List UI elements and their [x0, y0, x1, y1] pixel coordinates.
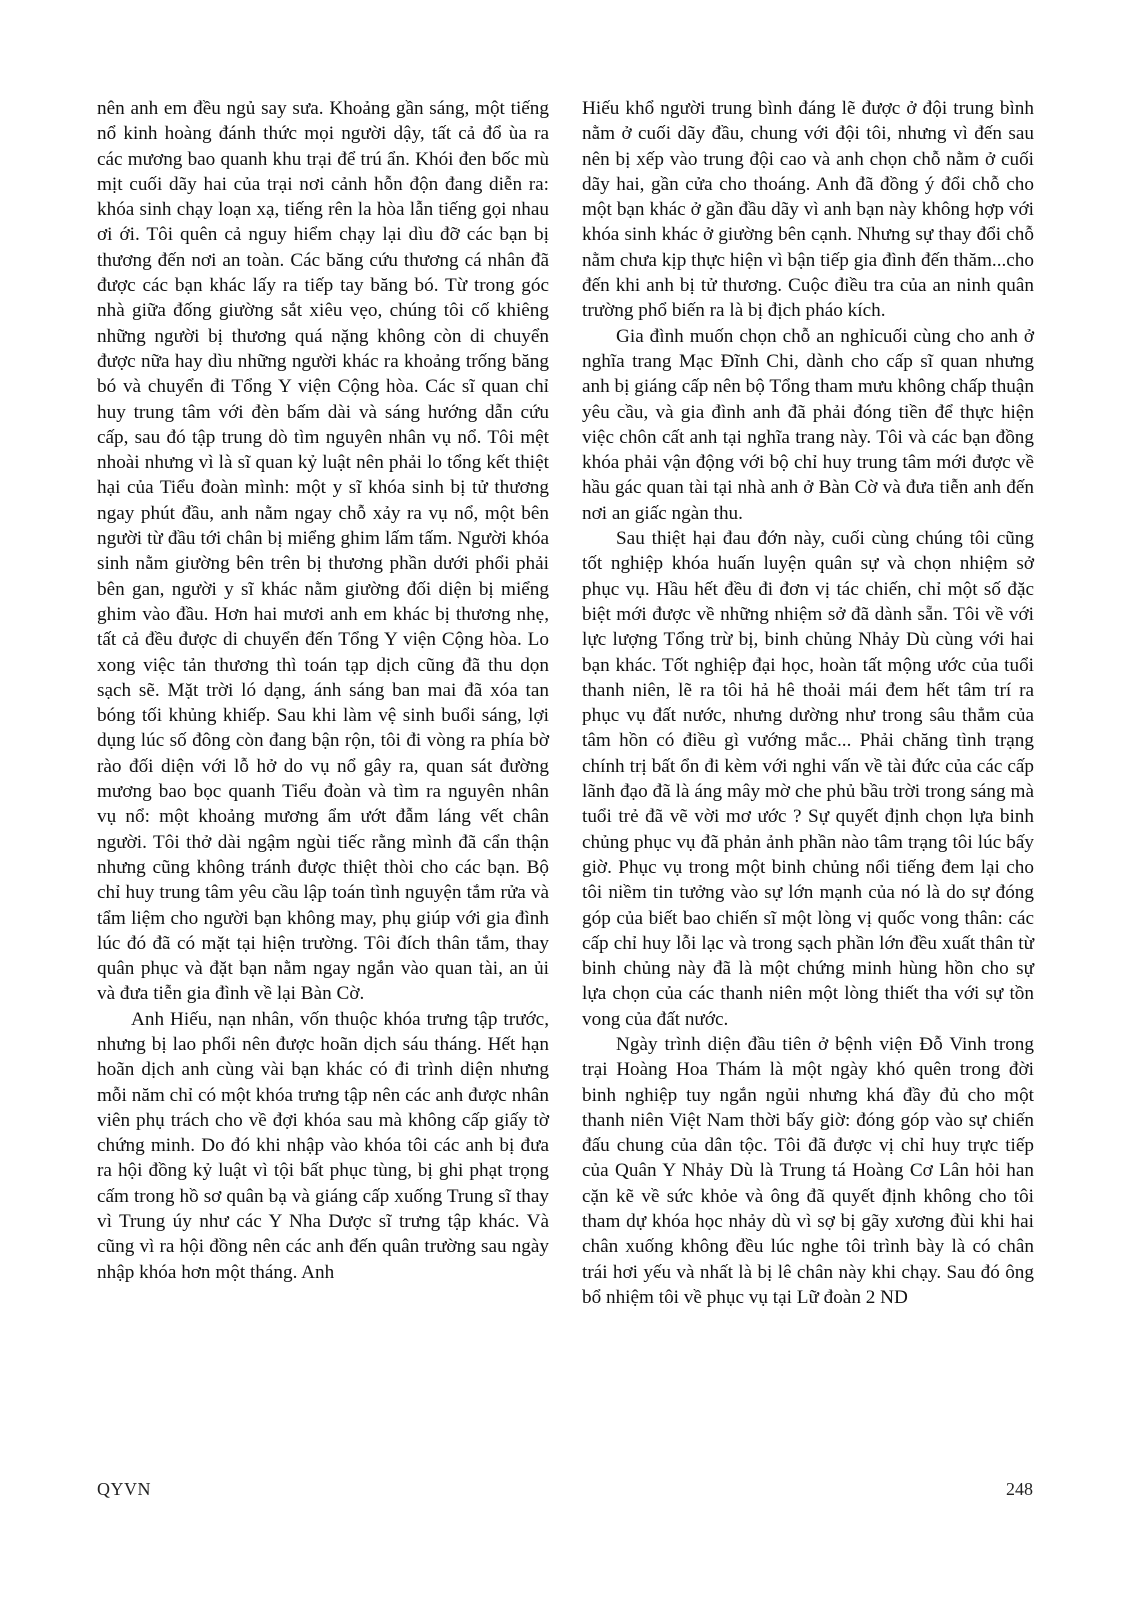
paragraph: Sau thiệt hại đau đớn này, cuối cùng chúng tôi cũng tốt nghiệp khóa huấn luyện quân sự và chọn nhiệm sở phục vụ. Hầu hết đều đi đơn vị tác chiến, chỉ một số đặc biệt mới được về những nhiệm sở đã dành sẵn. Tôi về với lực lượng Tổng trừ bị, binh chủng Nhảy Dù cùng với hai bạn khác. Tốt nghiệp đại học, hoàn tất mộng ước của tuổi thanh niên, lẽ ra tôi hả hê thoải mái đem hết tâm trí ra phục vụ đất nước, nhưng dường như trong sâu thẳm của tâm hồn có điều gì vướng mắc... Phải chăng tình trạng chính trị bất ổn đi kèm với nghi vấn về tài đức của các cấp lãnh đạo đã là áng mây mờ che phủ bầu trời trong sáng mà tuổi trẻ đã vẽ vời mơ ước ? Sự quyết định chọn lựa binh chủng phục vụ đã phản ảnh phần nào tâm trạng tôi lúc bấy giờ. Phục vụ trong một binh chủng nổi tiếng đem lại cho tôi niềm tin tưởng vào sự lớn mạnh của nó là do sự đóng góp của biết bao chiến sĩ một lòng vị quốc vong thân: các cấp chỉ huy lỗi lạc và trong sạch phần lớn đều xuất thân từ binh chủng này đã là một chứng minh hùng hồn cho sự lựa chọn của các thanh niên một lòng thiết tha với sự tồn vong của đất nước.: [582, 528, 1034, 1030]
paragraph: Hiếu khổ người trung bình đáng lẽ được ở đội trung bình nằm ở cuối dãy đầu, chung với đội tôi, nhưng vì đến sau nên bị xếp vào trung đội cao và anh chọn chỗ nằm ở cuối dãy hai, gần cửa cho thoáng. Anh đã đồng ý đổi chỗ cho một bạn khác ở gần đầu dãy vì anh bạn này không hợp với khóa sinh khác ở giường bên cạnh. Nhưng sự thay đổi chỗ nằm chưa kịp thực hiện vì bận tiếp gia đình đến thăm...cho đến khi anh bị tử thương. Cuộc điều tra của an ninh quân trường phổ biến ra là bị địch pháo kích.: [582, 98, 1034, 322]
footer-publication: QYVN: [97, 1479, 151, 1499]
paragraph: Anh Hiếu, nạn nhân, vốn thuộc khóa trưng tập trước, nhưng bị lao phổi nên được hoãn dịch sáu tháng. Hết hạn hoãn dịch anh cùng vài bạn khác có đi trình diện nhưng mỗi năm chỉ có một khóa trưng tập nên các anh được nhân viên phụ trách cho về đợi khóa sau mà không cấp giấy tờ chứng minh. Do đó khi nhập vào khóa tôi các anh bị đưa ra hội đồng kỷ luật vì tội bất phục tùng, bị ghi phạt trọng cấm trong hồ sơ quân bạ và giáng cấp xuống Trung sĩ thay vì Trung úy như các Y Nha Dược sĩ trưng tập khác. Và cũng vì ra hội đồng nên các anh đến quân trường sau ngày nhập khóa hơn một tháng. Anh: [97, 1008, 549, 1283]
left-column: [97, 96, 549, 1285]
paragraph: nên anh em đều ngủ say sưa. Khoảng gần sáng, một tiếng nổ kinh hoàng đánh thức mọi người dậy, tất cả đổ ùa ra các mương bao quanh khu trại để trú ẩn. Khói đen bốc mù mịt cuối dãy hai của trại nơi cảnh hỗn độn đang diễn ra: khóa sinh chạy loạn xạ, tiếng rên la hòa lẫn tiếng gọi nhau ơi ới. Tôi quên cả nguy hiểm chạy lại dìu đỡ các bạn bị thương đến nơi an toàn. Các băng cứu thương cá nhân đã được các bạn khác lấy ra tiếp tay băng bó. Từ trong góc nhà giữa đống giường sắt xiêu vẹo, chúng tôi cố khiêng những người bị thương quá nặng không còn di chuyển được nữa hay dìu những người khác ra khoảng trống băng bó và chuyển đi Tổng Y viện Cộng hòa. Các sĩ quan chỉ huy trung tâm với đèn bấm dài và sáng hướng dẫn cứu cấp, sau đó tập trung dò tìm nguyên nhân vụ nổ. Tôi mệt nhoài nhưng vì là sĩ quan kỷ luật nên phải lo tổng kết thiệt hại của Tiểu đoàn mình: một y sĩ khóa sinh bị tử thương ngay phút đầu, anh nằm ngay chỗ xảy ra vụ nổ, một bên người từ đầu tới chân bị miểng ghim lấm tấm. Người khóa sinh nằm giường bên trên bị thương phần dưới phổi phải bên gan, người y sĩ khác nằm giường đối diện bị miểng ghim vào đầu. Hơn hai mươi anh em khác bị thương nhẹ, tất cả đều được di chuyển đến Tổng Y viện Cộng hòa. Lo xong việc tản thương thì toán tạp dịch cũng đã thu dọn sạch sẽ. Mặt trời ló dạng, ánh sáng ban mai đã xóa tan bóng tối khủng khiếp. Sau khi làm vệ sinh buổi sáng, lợi dụng lúc số đông còn đang bận rộn, tôi đi vòng ra phía bờ rào đối diện với lỗ hở do vụ nổ gây ra, quan sát đường mương bao bọc quanh Tiểu đoàn và tìm ra nguyên nhân vụ nổ: một khoảng mương ẩm ướt đẫm láng vết chân người. Tôi thở dài ngậm ngùi tiếc rằng mình đã cẩn thận nhưng cũng không tránh được thiệt thòi cho các bạn. Bộ chỉ huy trung tâm yêu cầu lập toán tình nguyện tắm rửa và tẩm liệm cho người bạn không may, phụ giúp với gia đình lúc đó đã có mặt tại hiện trường. Tôi đích thân tắm, thay quân phục và đặt bạn nằm ngay ngắn vào quan tài, an ủi và đưa tiễn gia đình về lại Bàn Cờ.: [97, 98, 549, 1005]
page-number: 248: [1006, 1479, 1033, 1499]
paragraph: Gia đình muốn chọn chỗ an nghỉcuối cùng cho anh ở nghĩa trang Mạc Đĩnh Chi, dành cho cấp sĩ quan nhưng anh bị giáng cấp nên bộ Tổng tham mưu không chấp thuận yêu cầu, và gia đình anh đã phải đóng tiền để thực hiện việc chôn cất anh tại nghĩa trang này. Tôi và các bạn đồng khóa phải vận động với bộ chỉ huy trung tâm mới được về hầu gác quan tài tại nhà anh ở Bàn Cờ và đưa tiễn anh đến nơi an giấc ngàn thu.: [582, 325, 1034, 524]
right-column: [582, 96, 1034, 1310]
paragraph: Ngày trình diện đầu tiên ở bệnh viện Đỗ Vinh trong trại Hoàng Hoa Thám là một ngày khó quên trong đời binh nghiệp tuy ngắn ngủi nhưng khá đầy đủ cho một thanh niên Việt Nam thời bấy giờ: đóng góp vào sự chiến đấu chung của dân tộc. Tôi đã được vị chỉ huy trực tiếp của Quân Y Nhảy Dù là Trung tá Hoàng Cơ Lân hỏi han cặn kẽ về sức khỏe và ông đã quyết định không cho tôi tham dự khóa học nhảy dù vì sợ bị gãy xương đùi khi hai chân xuống không đều lúc nghe tôi trình bày là có chân trái hơi yếu và nhất là bị lê chân này khi chạy. Sau đó ông bổ nhiệm tôi về phục vụ tại Lữ đoàn 2 ND: [582, 1033, 1034, 1308]
